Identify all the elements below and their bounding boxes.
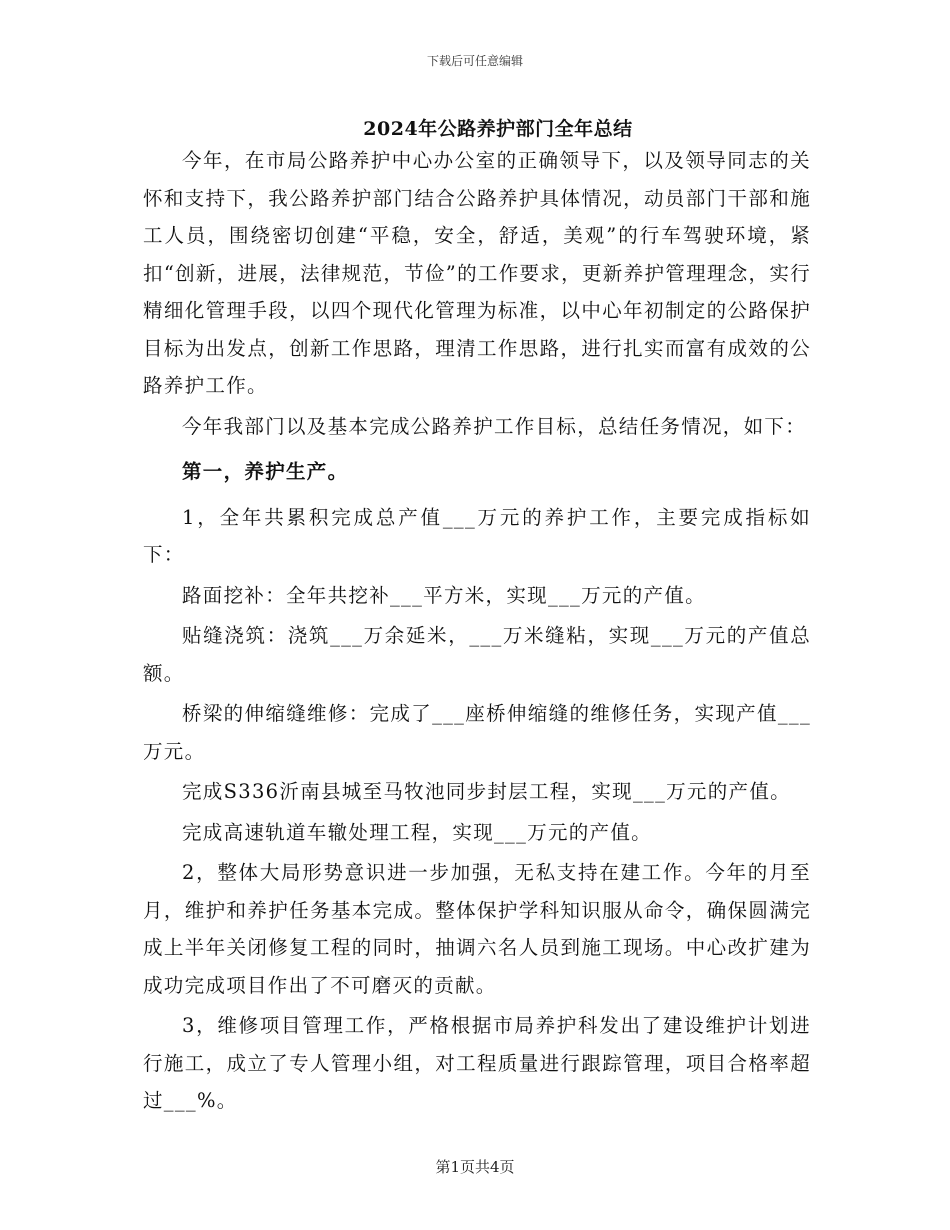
paragraph-item-2: 2，整体大局形势意识进一步加强，无私支持在建工作。今年的月至月，维护和养护任务基本完成。整体保护学科知识服从命令，确保圆满完成上半年关闭修复工程的同时，抽调六名人员到施工现场。中心改扩建为成功完成项目作出了不可磨灭的贡献。 <box>143 861 811 997</box>
download-note: 下载后可任意编辑 <box>426 54 523 68</box>
paragraph-bridge-joints: 桥梁的伸缩缝维修：完成了___座桥伸缩缝的维修任务，实现产值___万元。 <box>143 702 811 763</box>
section-heading-maintenance: 第一，养护生产。 <box>182 460 349 483</box>
paragraph-road-patching: 路面挖补：全年共挖补___平方米，实现___万元的产值。 <box>182 583 706 607</box>
paragraph-summary: 今年我部门以及基本完成公路养护工作目标，总结任务情况，如下： <box>182 414 807 438</box>
paragraph-crack-sealing: 贴缝浇筑：浇筑___万余延米，___万米缝粘，实现___万元的产值总额。 <box>143 624 811 685</box>
paragraph-item-3: 3，维修项目管理工作，严格根据市局养护科发出了建设维护计划进行施工，成立了专人管理小组，对工程质量进行跟踪管理，项目合格率超过___%。 <box>143 1014 811 1112</box>
document-body <box>143 142 811 1123</box>
paragraph-s336-project: 完成S336沂南县城至马牧池同步封层工程，实现___万元的产值。 <box>182 780 791 803</box>
paragraph-rut-treatment: 完成高速轨道车辙处理工程，实现___万元的产值。 <box>182 820 652 844</box>
paragraph-intro: 今年，在市局公路养护中心办公室的正确领导下，以及领导同志的关怀和支持下，我公路养护部门结合公路养护具体情况，动员部门干部和施工人员，围绕密切创建“平稳，安全，舒适，美观”的行车驾驶环境，紧扣“创新，进展，法律规范，节俭”的工作要求，更新养护管理理念，实行精细化管理手段，以四个现代化管理为标准，以中心年初制定的公路保护目标为出发点，创新工作思路，理清工作思路，进行扎实而富有成效的公路养护工作。 <box>143 149 811 397</box>
paragraph-item-1: 1，全年共累积完成总产值___万元的养护工作，主要完成指标如下： <box>143 505 811 566</box>
page-number: 第1页共4页 <box>435 1158 515 1176</box>
document-title: 2024年公路养护部门全年总结 <box>363 118 633 140</box>
